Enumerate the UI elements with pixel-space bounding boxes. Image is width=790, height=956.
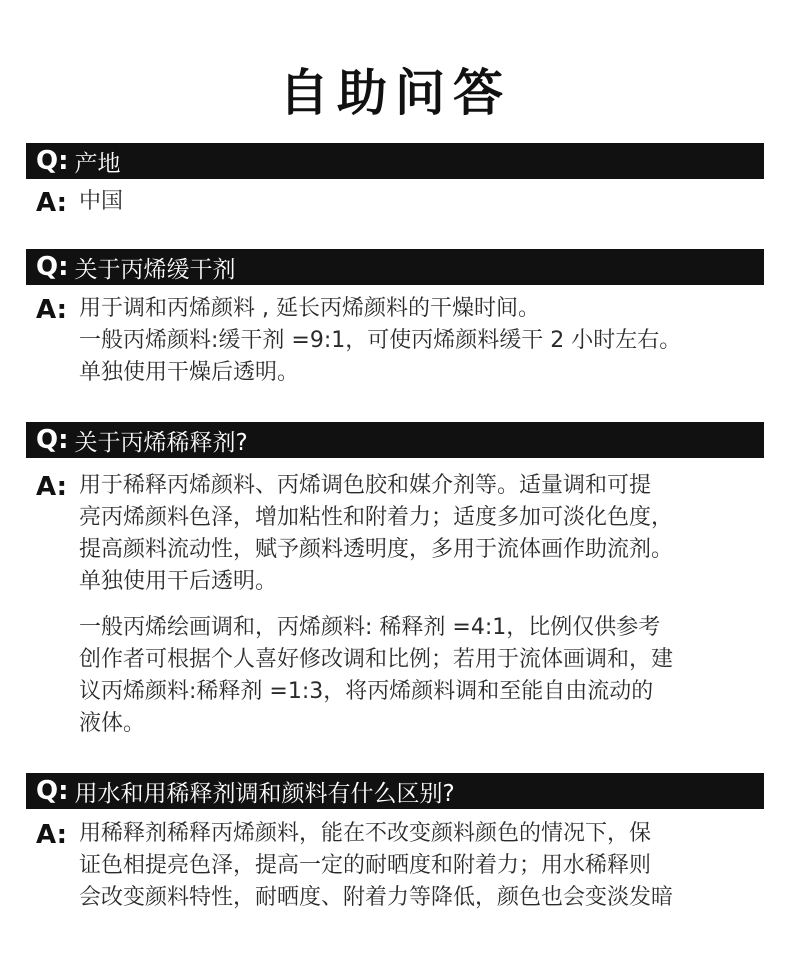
answer-paragraph: [79, 186, 776, 218]
question-prefix: Q:: [36, 252, 69, 282]
answer-paragraph: [79, 293, 776, 389]
question-bar-origin: [26, 143, 764, 179]
question-text: 关于丙烯缓干剂: [74, 256, 236, 283]
answer-body: [79, 470, 776, 740]
answer-body: [79, 186, 776, 218]
answer-line: 单独使用干燥后透明。: [79, 360, 300, 385]
answer-line: 用于调和丙烯颜料 , 延长丙烯颜料的干燥时间。: [79, 296, 540, 321]
answer-block-origin: [36, 186, 776, 218]
answer-block-water-vs-thinner: [36, 818, 776, 914]
answer-line: 一般丙烯绘画调和，丙烯颜料: 稀释剂 =4:1，比例仅供参考: [79, 615, 661, 640]
answer-line: 用于稀释丙烯颜料、丙烯调色胶和媒介剂等。适量调和可提: [79, 473, 652, 498]
question-prefix: Q:: [36, 776, 69, 806]
answer-line: 亮丙烯颜料色泽，增加粘性和附着力；适度多加可淡化色度，: [79, 505, 674, 530]
page-title: 自助问答: [279, 64, 511, 122]
answer-line: 中国: [79, 189, 124, 214]
question-prefix: Q:: [36, 425, 69, 455]
answer-line: 提高颜料流动性，赋予颜料透明度，多用于流体画作助流剂。: [79, 537, 674, 562]
answer-line: 单独使用干后透明。: [79, 569, 278, 594]
answer-prefix: A:: [36, 295, 68, 325]
question-bar-thinner: [26, 422, 764, 458]
answer-block-thinner: [36, 470, 776, 740]
answer-prefix: A:: [36, 820, 68, 850]
question-bar-water-vs-thinner: [26, 773, 764, 809]
answer-paragraph: [79, 612, 776, 740]
answer-body: [79, 818, 776, 914]
answer-line: 液体。: [79, 711, 146, 736]
answer-line: 创作者可根据个人喜好修改调和比例；若用于流体画调和，建: [79, 647, 674, 672]
question-text: 产地: [74, 150, 121, 177]
question-text: 关于丙烯稀释剂?: [74, 429, 248, 456]
answer-line: 议丙烯颜料:稀释剂 =1:3，将丙烯颜料调和至能自由流动的: [79, 679, 654, 704]
answer-line: 会改变颜料特性，耐晒度、附着力等降低，颜色也会变淡发暗: [79, 885, 674, 910]
answer-prefix: A:: [36, 188, 68, 218]
answer-line: 证色相提亮色泽，提高一定的耐晒度和附着力；用水稀释则: [79, 853, 652, 878]
answer-line: 一般丙烯颜料:缓干剂 =9:1，可使丙烯颜料缓干 2 小时左右。: [79, 328, 682, 353]
question-text: 用水和用稀释剂调和颜料有什么区别?: [74, 780, 455, 807]
answer-line: 用稀释剂稀释丙烯颜料，能在不改变颜料颜色的情况下，保: [79, 821, 652, 846]
answer-block-retarder: [36, 293, 776, 389]
answer-prefix: A:: [36, 472, 68, 502]
answer-paragraph: [79, 818, 776, 914]
answer-body: [79, 293, 776, 389]
question-prefix: Q:: [36, 146, 69, 176]
answer-paragraph: [79, 470, 776, 598]
question-bar-retarder: [26, 249, 764, 285]
